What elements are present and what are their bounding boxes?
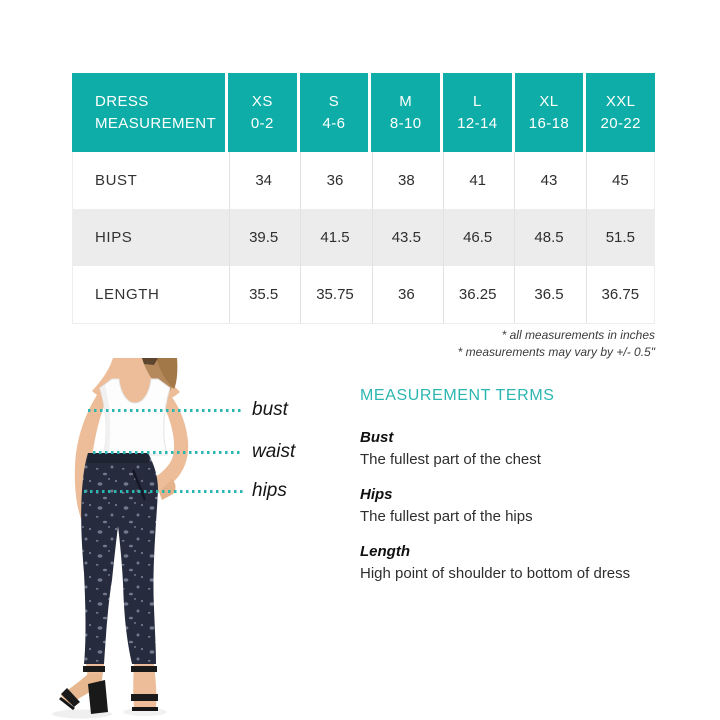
- size-name: XL: [539, 92, 559, 110]
- bust-value-l: 41: [443, 152, 511, 209]
- header-cell-xs: [228, 73, 297, 152]
- size-table: [72, 73, 655, 324]
- term-name: Hips: [360, 486, 393, 503]
- bust-label: bust: [252, 399, 288, 420]
- waist-label: waist: [252, 441, 296, 462]
- term-definition: High point of shoulder to bottom of dress: [360, 565, 631, 582]
- size-table-body: [72, 152, 655, 324]
- terms-title: MEASUREMENT TERMS: [360, 387, 555, 404]
- bust-annotation: [88, 398, 288, 422]
- term-bust: [360, 428, 690, 470]
- left-block-heel: [88, 680, 108, 714]
- size-table-header-row: [72, 73, 655, 152]
- footnote-inches: * all measurements in inches: [501, 328, 655, 342]
- header-cell-s: [300, 73, 369, 152]
- right-ankle-strap: [131, 666, 157, 672]
- size-range: 20-22: [600, 114, 641, 132]
- waist-annotation: [93, 440, 295, 464]
- header-cell-l: [443, 73, 512, 152]
- hips-dotted-line: [84, 490, 243, 493]
- size-name: M: [399, 92, 413, 110]
- hips-annotation: [84, 479, 287, 503]
- header-cell-dress-measurement: [72, 73, 225, 152]
- term-name: Bust: [360, 429, 394, 446]
- term-length: [360, 542, 690, 584]
- waist-dotted-line: [93, 451, 243, 454]
- table-row-hips: [73, 209, 654, 266]
- hips-value-s: 41.5: [300, 209, 368, 266]
- hips-value-l: 46.5: [443, 209, 511, 266]
- size-name: XXL: [605, 92, 636, 110]
- size-name: S: [328, 92, 340, 110]
- row-label: BUST: [95, 172, 138, 189]
- header-label-line1: DRESS: [95, 92, 149, 110]
- row-label: LENGTH: [95, 286, 160, 303]
- hips-value-xs: 39.5: [229, 209, 297, 266]
- length-value-s: 35.75: [300, 266, 368, 323]
- hips-value-xxl: 51.5: [586, 209, 654, 266]
- footnotes: [458, 327, 655, 361]
- length-value-m: 36: [372, 266, 440, 323]
- right-toe-strap: [131, 694, 158, 701]
- bust-value-xs: 34: [229, 152, 297, 209]
- term-name: Length: [360, 543, 410, 560]
- hips-value-m: 43.5: [372, 209, 440, 266]
- size-name: L: [472, 92, 482, 110]
- length-value-xxl: 36.75: [586, 266, 654, 323]
- size-name: XS: [251, 92, 273, 110]
- header-cell-m: [371, 73, 440, 152]
- length-value-xl: 36.5: [514, 266, 582, 323]
- header-label-line2: MEASUREMENT: [95, 114, 217, 132]
- bust-dotted-line: [88, 409, 243, 412]
- size-range: 4-6: [322, 114, 346, 132]
- length-value-l: 36.25: [443, 266, 511, 323]
- header-cell-xxl: [586, 73, 655, 152]
- row-label: HIPS: [95, 229, 133, 246]
- right-sole: [132, 707, 158, 711]
- size-range: 12-14: [457, 114, 498, 132]
- footnote-variance: * measurements may vary by +/- 0.5": [457, 345, 655, 359]
- left-ankle-strap: [83, 666, 105, 672]
- header-cell-xl: [515, 73, 584, 152]
- hips-value-xl: 48.5: [514, 209, 582, 266]
- bust-value-m: 38: [372, 152, 440, 209]
- table-row-length: [73, 266, 654, 323]
- measurement-terms-section: [360, 387, 690, 599]
- length-value-xs: 35.5: [229, 266, 297, 323]
- term-definition: The fullest part of the chest: [360, 451, 541, 468]
- term-hips: [360, 485, 690, 527]
- size-range: 16-18: [528, 114, 570, 132]
- size-range: 8-10: [389, 114, 422, 132]
- size-range: 0-2: [250, 114, 274, 132]
- bust-value-xxl: 45: [586, 152, 654, 209]
- hips-label: hips: [252, 480, 287, 501]
- bust-value-xl: 43: [514, 152, 582, 209]
- table-row-bust: [73, 152, 654, 209]
- term-definition: The fullest part of the hips: [360, 508, 533, 525]
- bust-value-s: 36: [300, 152, 368, 209]
